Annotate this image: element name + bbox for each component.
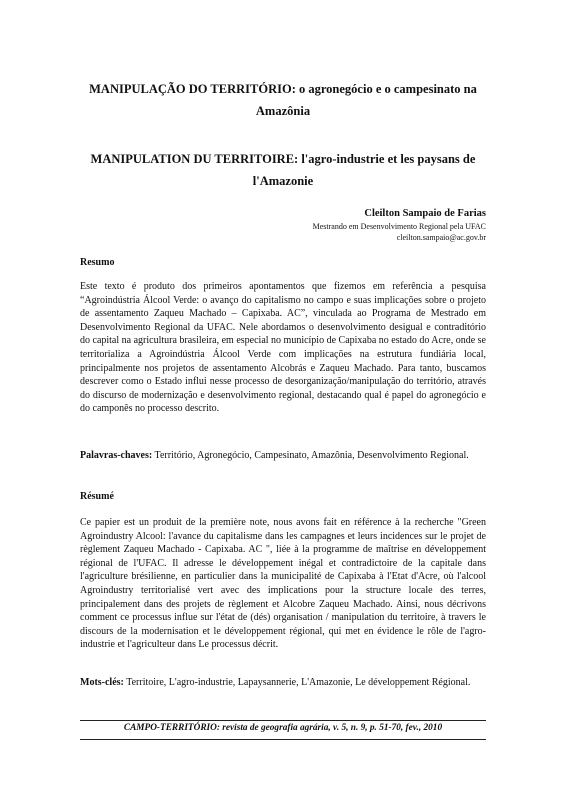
resume-heading: Résumé <box>80 491 114 502</box>
journal-footer: CAMPO-TERRITÓRIO: revista de geografia agrária, v. 5, n. 9, p. 51-70, fev., 2010 <box>123 723 443 733</box>
keywords-list: Território, Agronegócio, Campesinato, Amazônia, Desenvolvimento Regional. <box>152 450 469 461</box>
author-block <box>313 207 486 243</box>
footer-rule-top <box>80 720 486 721</box>
title-french: MANIPULATION DU TERRITOIRE: l'agro-industrie et les paysans de l'Amazonie <box>90 152 476 188</box>
author-name: Cleilton Sampaio de Farias <box>364 208 486 219</box>
resume-text: Ce papier est un produit de la première note, nous avons fait en référence à la recherche "Green Agroindustry Alcool: l'avance du capitalisme dans les campagnes et leurs incidences sur le projet de règlement Zaqueu Machado - Capixaba. AC ", liée à la programme de maîtrise en développement régional de l'UFAC. Il adresse le développement inégal et contradictoire de la capitale dans l'agriculture brésilienne, en particulier dans la municipalité de Capixaba à l'Etat d'Acre, où l'alcool Agroindustry territorialisé vert avec des implications pour la structure locale des terres, principalement dans des projets de règlement et Alcobre Zaqueu Machado. Ainsi, nous décrivons comment ce processus influe sur l'état de (dés) organisation / manipulation du territoire, à travers le discours de la modernisation et le développement régional, qui met en évidence le rôle de l'agro-industrie et l'agriculteur dans Le processus décrit. <box>80 517 486 651</box>
mots-cles-label: Mots-clés: <box>80 677 124 688</box>
keywords-label: Palavras-chaves: <box>80 450 153 461</box>
footer-rule-bottom <box>80 739 486 740</box>
abstract-heading: Resumo <box>80 257 115 268</box>
title-portuguese: MANIPULAÇÃO DO TERRITÓRIO: o agronegócio e o campesinato na Amazônia <box>89 82 477 118</box>
mots-cles-paragraph <box>80 676 486 690</box>
abstract-text: Este texto é produto dos primeiros apontamentos que fizemos em referência a pesquisa “Agroindústria Álcool Verde: o avanço do capitalismo no campo e suas implicações sobre o projeto de assentamento Zaqueu Machado – Capixaba. AC”, vinculada ao Programa de Mestrado em Desenvolvimento Regional da UFAC. Nele abordamos o desenvolvimento desigual e contraditório do capital na agricultura brasileira, em especial no município de Capixaba no estado do Acre, onde se territorializa a Agroindústria Álcool Verde com implicações na estrutura fundiária local, principalmente nos projetos de assentamento Alcobrás e Zaqueu Machado. Para tanto, buscamos descrever como o Estado influi nesse processo de desorganização/manipulação do território, através do discurso de modernização e desenvolvimento regional, destacando qual é papel do agronegócio e do camponês no processo descrito. <box>80 281 486 415</box>
keywords-paragraph <box>80 449 486 463</box>
author-affiliation: Mestrando em Desenvolvimento Regional pela UFAC <box>312 222 486 231</box>
mots-cles-list: Territoire, L'agro-industrie, Lapaysannerie, L'Amazonie, Le développement Régional. <box>123 677 471 688</box>
author-email: cleilton.sampaio@ac.gov.br <box>396 233 486 242</box>
